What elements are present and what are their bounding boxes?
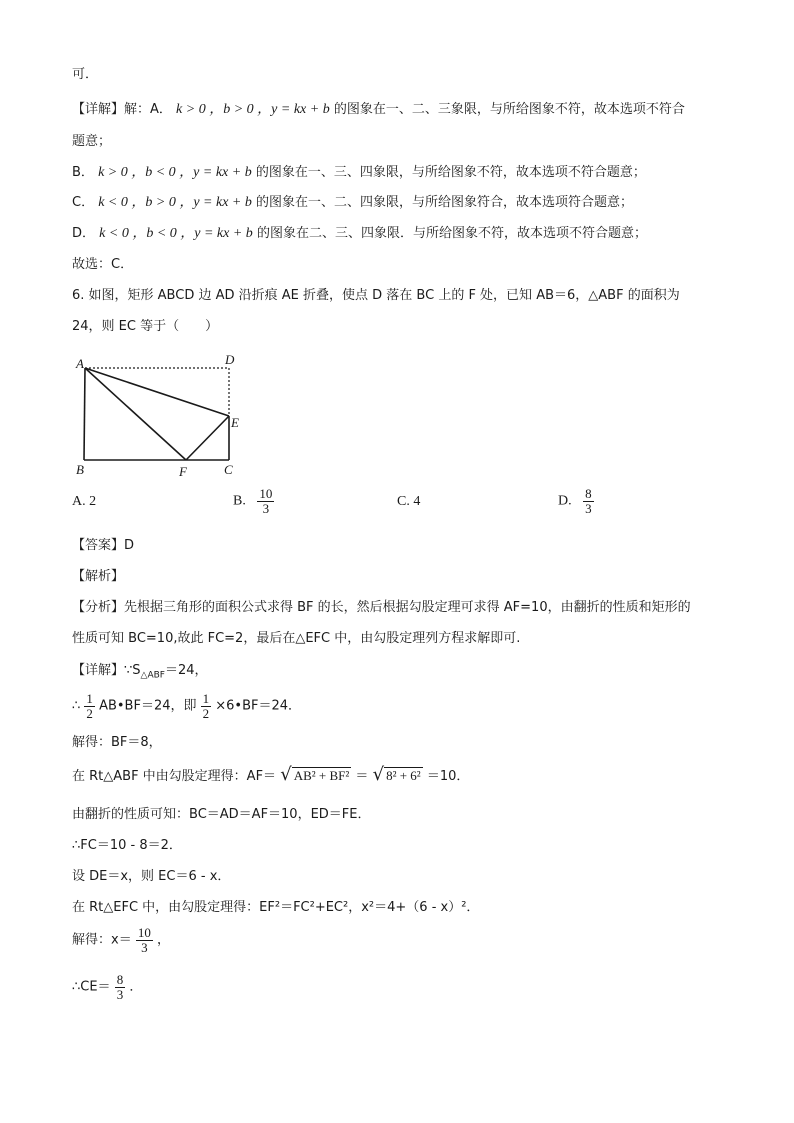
half-fraction-1 <box>84 692 95 721</box>
rt-abf-line <box>72 766 469 786</box>
option-d-fraction <box>583 487 594 516</box>
detail2-tail: ＝24， <box>164 663 208 678</box>
set-x-line: 设 DE＝x，则 EC＝6 - x． <box>72 869 231 884</box>
line-0: 可． <box>72 67 99 82</box>
half-num-1: 1 <box>86 691 93 706</box>
option-b-fraction <box>257 487 274 516</box>
therefore-symbol: ∴ <box>72 698 81 714</box>
x-den: 3 <box>141 940 148 955</box>
side-ab <box>84 368 85 460</box>
option-b-label: B. <box>233 493 246 509</box>
detail-d <box>72 225 647 243</box>
label-e: E <box>231 415 239 430</box>
half-den-1: 2 <box>86 706 93 721</box>
detail-a <box>72 101 685 119</box>
radical-icon-1: √ <box>280 764 292 785</box>
label-b: B <box>76 462 84 477</box>
solve-bf: 解得：BF＝8， <box>72 735 162 750</box>
ce-end: ． <box>129 979 143 995</box>
d-label: D． <box>72 226 96 241</box>
label-a: A <box>76 356 84 371</box>
question-6-line1: 6. 如图，矩形 ABCD 边 AD 沿折痕 AE 折叠，使点 D 落在 BC 上的 F 处，已知 AB＝6，△ABF 的面积为 <box>72 288 680 303</box>
fold-property: 由翻折的性质可知：BC＝AD＝AF＝10，ED＝FE． <box>72 807 371 822</box>
d-text: 的图象在二、三、四象限．与所给图象不符，故本选项不符合题意； <box>256 226 647 241</box>
ce-num: 8 <box>116 972 124 987</box>
ce-line <box>72 973 142 1002</box>
rt-abf-eq: ＝ <box>355 769 369 784</box>
option-d-label: D. <box>558 493 572 509</box>
detail-a-text: 的图象在一、二、三象限，与所给图象不符，故本选项不符合 <box>333 102 685 117</box>
fc-line: ∴FC＝10 - 8＝2． <box>72 838 182 853</box>
x-fraction <box>136 926 153 955</box>
segment-af <box>85 368 186 460</box>
answer-line: 【答案】D <box>72 538 135 553</box>
analysis-line2: 性质可知 BC=10,故此 FC=2，最后在△EFC 中，由勾股定理列方程求解即可. <box>72 631 521 646</box>
condition-a: k > 0 ，b > 0 ，y = kx + b <box>176 102 330 117</box>
radicand-2: 8² + 6² <box>386 768 421 783</box>
label-d: D <box>225 352 235 367</box>
condition-b: k > 0 ，b < 0 ，y = kx + b <box>98 165 252 180</box>
condition-d: k < 0 ，b < 0 ，y = kx + b <box>99 226 253 241</box>
analysis-line1: 【分析】先根据三角形的面积公式求得 BF 的长，然后根据勾股定理可求得 AF=10，由翻折的性质和矩形的 <box>72 600 691 615</box>
fold-ae <box>85 368 229 416</box>
solve-x-end: ， <box>156 932 170 948</box>
segment-fe <box>186 416 229 460</box>
detail2-sub: △ABF <box>140 670 165 681</box>
choose-line: 故选：C． <box>72 257 134 272</box>
half-num-2: 1 <box>202 691 210 706</box>
label-c: C <box>224 462 233 477</box>
question-6-line2: 24，则 EC 等于（ ） <box>72 319 219 334</box>
option-b <box>233 487 274 516</box>
option-d-den: 3 <box>585 501 592 516</box>
therefore-text-b: AB•BF＝24，即 <box>99 698 197 714</box>
c-text: 的图象在一、二、四象限，与所给图象符合，故本选项符合题意； <box>256 195 634 210</box>
option-a: A. 2 <box>72 494 97 509</box>
detail-label: 【详解】解：A． <box>72 102 172 117</box>
option-b-num: 10 <box>259 486 273 501</box>
rt-abf-text: 在 Rt△ABF 中由勾股定理得：AF＝ <box>72 769 277 784</box>
radicand-1: AB² + BF² <box>293 768 350 783</box>
detail-a-cont: 题意； <box>72 134 112 149</box>
condition-c: k < 0 ，b > 0 ，y = kx + b <box>98 195 252 210</box>
therefore-line1 <box>72 692 301 721</box>
rectangle-figure <box>70 348 250 480</box>
detail-c <box>72 194 633 212</box>
analysis-head: 【解析】 <box>72 569 125 584</box>
detail-b <box>72 164 646 182</box>
c-label: C． <box>72 195 95 210</box>
solve-x-text: 解得：x＝ <box>72 932 132 948</box>
detail2-line <box>72 662 208 685</box>
detail2-label: 【详解】∵S <box>72 663 141 678</box>
rt-abf-end: ＝10． <box>426 769 470 784</box>
therefore-text-c: ×6•BF＝24． <box>215 698 302 714</box>
option-c: C. 4 <box>397 494 421 509</box>
ce-fraction <box>115 973 126 1002</box>
half-fraction-2 <box>201 692 212 721</box>
ce-den: 3 <box>116 987 124 1002</box>
b-text: 的图象在一、三、四象限，与所给图象不符，故本选项不符合题意； <box>255 165 646 180</box>
label-f: F <box>179 464 187 479</box>
x-num: 10 <box>137 925 151 940</box>
ce-text: ∴CE＝ <box>72 979 111 995</box>
option-b-den: 3 <box>262 501 270 516</box>
option-d <box>558 487 594 516</box>
radical-icon-2: √ <box>372 764 385 785</box>
rt-efc-line: 在 Rt△EFC 中，由勾股定理得：EF²＝FC²+EC²，x²＝4+（6 - x）²． <box>72 900 480 915</box>
b-label: B． <box>72 165 94 180</box>
solve-x-line <box>72 926 170 955</box>
option-d-num: 8 <box>585 486 592 501</box>
half-den-2: 2 <box>202 706 210 721</box>
